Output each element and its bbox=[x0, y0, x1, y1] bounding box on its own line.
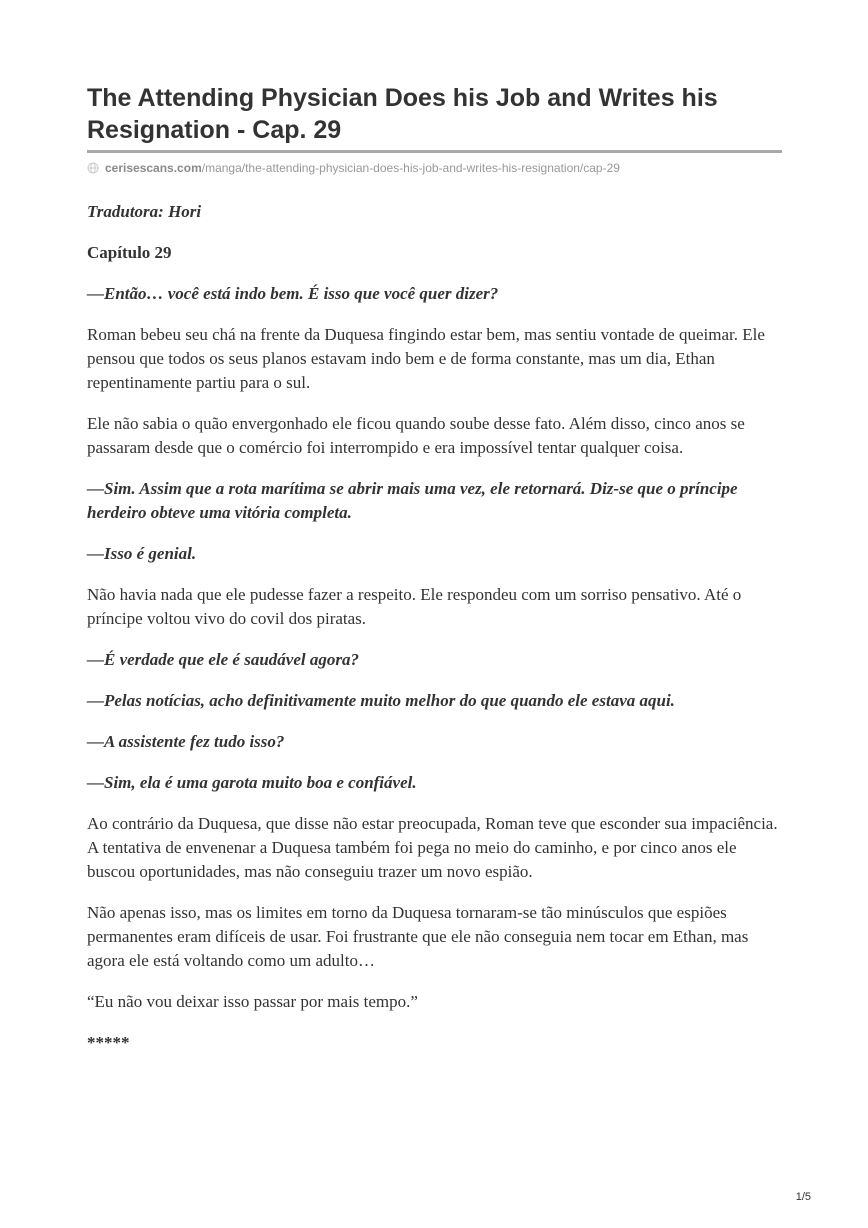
url-domain: cerisescans.com bbox=[105, 161, 202, 175]
dialogue-line: —Sim. Assim que a rota marítima se abrir mais uma vez, ele retornará. Diz-se que o príncipe herdeiro obteve uma vitória completa. bbox=[87, 479, 738, 522]
dialogue-line: —Pelas notícias, acho definitivamente muito melhor do que quando ele estava aqui. bbox=[87, 691, 675, 710]
narration-paragraph: Não havia nada que ele pudesse fazer a respeito. Ele respondeu com um sorriso pensativo. Até o príncipe voltou vivo do covil dos piratas. bbox=[87, 585, 742, 628]
narration-paragraph: Ao contrário da Duquesa, que disse não estar preocupada, Roman teve que esconder sua impaciência. A tentativa de envenenar a Duquesa também foi pega no meio do caminho, e por cinco anos ele buscou oportunidades, mas não conseguiu trazer um novo espião. bbox=[87, 814, 778, 881]
dialogue-line: —É verdade que ele é saudável agora? bbox=[87, 650, 359, 669]
translator-credit: Tradutora: Hori bbox=[87, 202, 202, 221]
narration-paragraph: Não apenas isso, mas os limites em torno da Duquesa tornaram-se tão minúsculos que espiões permanentes eram difíceis de usar. Foi frustrante que ele não conseguia nem tocar em Ethan, mas agora ele está voltando como um adulto… bbox=[87, 903, 749, 970]
page-title: The Attending Physician Does his Job and Writes his Resignation - Cap. 29 bbox=[87, 84, 718, 144]
dialogue-line: —Sim, ela é uma garota muito boa e confiável. bbox=[87, 773, 417, 792]
quote-paragraph: “Eu não vou deixar isso passar por mais tempo.” bbox=[87, 992, 418, 1011]
title-divider bbox=[87, 150, 782, 153]
page-number: 1/5 bbox=[795, 1191, 811, 1203]
section-break: ***** bbox=[87, 1033, 130, 1052]
url-path: /manga/the-attending-physician-does-his-job-and-writes-his-resignation/cap-29 bbox=[201, 161, 620, 175]
dialogue-line: —Isso é genial. bbox=[87, 544, 197, 563]
narration-paragraph: Ele não sabia o quão envergonhado ele ficou quando soube desse fato. Além disso, cinco anos se passaram desde que o comércio foi interrompido e era impossível tentar qualquer coisa. bbox=[87, 414, 745, 457]
narration-paragraph: Roman bebeu seu chá na frente da Duquesa fingindo estar bem, mas sentiu vontade de queimar. Ele pensou que todos os seus planos estavam indo bem e de forma constante, mas um dia, Ethan repentinamente partiu para o sul. bbox=[87, 325, 765, 392]
dialogue-line: —Então… você está indo bem. É isso que você quer dizer? bbox=[87, 284, 499, 303]
globe-icon bbox=[87, 162, 99, 174]
dialogue-line: —A assistente fez tudo isso? bbox=[87, 732, 285, 751]
chapter-heading: Capítulo 29 bbox=[87, 243, 172, 262]
source-url[interactable] bbox=[87, 160, 787, 176]
article-body bbox=[87, 200, 782, 1072]
